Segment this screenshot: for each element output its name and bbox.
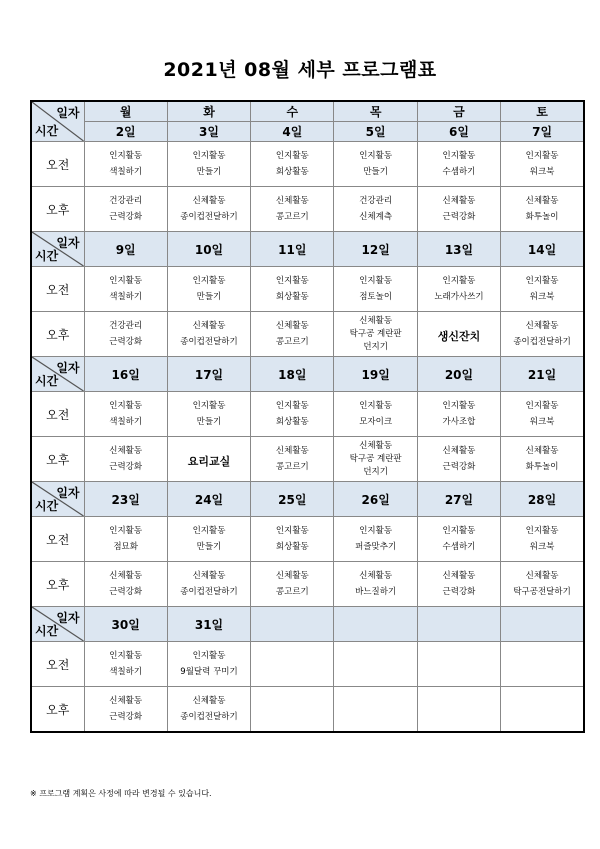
date-cell: 6일 [417,122,500,142]
activity-cell [501,142,584,187]
corner-date-label: 일자 [56,361,80,375]
date-cell: 28일 [501,482,584,517]
day-name: 월 [84,101,167,122]
activity-text: 노래가사쓰기 [434,292,484,302]
date-cell: 20일 [417,357,500,392]
activity-text: 신체활동 [192,321,226,331]
activity-cell [334,562,417,607]
activity-text: 종이컵전달하기 [180,587,238,597]
activity-text: 건강관리 [359,196,393,206]
activity-cell [84,562,167,607]
am-label: 오전 [31,642,84,687]
activity-cell [167,437,250,482]
activity-text: 던지기 [363,341,388,352]
date-cell [501,607,584,642]
activity-cell [334,642,417,687]
activity-cell [334,437,417,482]
corner-time-label: 시간 [35,124,59,138]
date-cell [417,607,500,642]
activity-text: 탁구공 계란판 [349,328,402,339]
date-cell: 21일 [501,357,584,392]
activity-text: 회상활동 [275,292,309,302]
activity-cell [334,312,417,357]
date-cell: 3일 [167,122,250,142]
activity-text: 인지활동 [109,151,143,161]
activity-text: 모자이크 [359,417,393,427]
activity-text: 만들기 [196,417,222,427]
activity-text: 회상활동 [275,167,309,177]
activity-cell [334,687,417,733]
header-corner [31,357,84,392]
activity-text: 워크북 [529,542,555,552]
activity-text: 색칠하기 [109,667,143,677]
activity-text: 탁구공 계란판 [349,453,402,464]
activity-text: 점토놀이 [359,292,393,302]
activity-text: 인지활동 [109,651,143,661]
activity-text: 탁구공전달하기 [513,587,571,597]
day-name: 수 [251,101,334,122]
activity-text: 근력강화 [442,462,476,472]
pm-label: 오후 [31,437,84,482]
activity-text: 화투놀이 [525,462,559,472]
activity-cell [417,437,500,482]
corner-date-label: 일자 [56,236,80,250]
activity-text: 인지활동 [359,151,393,161]
activity-text: 신체활동 [525,196,559,206]
date-cell: 10일 [167,232,250,267]
date-cell: 27일 [417,482,500,517]
page-title: 2021년 08월 세부 프로그램표 [163,59,437,81]
date-cell: 23일 [84,482,167,517]
date-cell: 5일 [334,122,417,142]
header-corner [31,482,84,517]
corner-time-label: 시간 [35,624,59,638]
activity-cell [417,517,500,562]
activity-cell [167,642,250,687]
activity-cell [167,187,250,232]
activity-cell [501,562,584,607]
activity-text: 신체활동 [442,196,476,206]
activity-text: 인지활동 [192,276,226,286]
date-cell [334,607,417,642]
activity-text: 근력강화 [109,462,143,472]
corner-date-label: 일자 [56,106,80,120]
activity-text: 인지활동 [359,276,393,286]
activity-text: 수셈하기 [442,542,476,552]
activity-text: 던지기 [363,466,388,477]
corner-date-label: 일자 [56,486,80,500]
activity-cell [251,267,334,312]
activity-text: 건강관리 [109,196,143,206]
activity-text: 신체활동 [525,446,559,456]
activity-cell [251,392,334,437]
activity-cell [167,142,250,187]
activity-cell [167,517,250,562]
activity-text: 점묘화 [113,542,138,552]
activity-cell [84,437,167,482]
date-cell: 14일 [501,232,584,267]
corner-time-label: 시간 [35,499,59,513]
activity-text: 회상활동 [275,542,309,552]
activity-text: 신체활동 [359,440,393,451]
activity-cell [501,517,584,562]
activity-text: 인지활동 [525,401,559,411]
day-name: 목 [334,101,417,122]
activity-cell [84,517,167,562]
activity-cell [417,642,500,687]
date-cell: 7일 [501,122,584,142]
activity-text: 인지활동 [109,276,143,286]
activity-text: 콩고르기 [275,462,309,472]
activity-cell [501,187,584,232]
activity-text: 근력강화 [109,337,143,347]
activity-cell [334,142,417,187]
day-name: 금 [417,101,500,122]
activity-text: 신체활동 [275,321,309,331]
am-label: 오전 [31,267,84,312]
activity-text: 인지활동 [442,151,476,161]
am-label: 오전 [31,142,84,187]
activity-text: 만들기 [196,292,222,302]
activity-text: 신체활동 [192,571,226,581]
activity-text: 콩고르기 [275,337,309,347]
activity-cell [501,642,584,687]
activity-cell [251,312,334,357]
date-cell: 12일 [334,232,417,267]
corner-time-label: 시간 [35,249,59,263]
activity-text: 종이컵전달하기 [180,712,238,722]
schedule-table [30,100,585,733]
activity-text: 인지활동 [525,526,559,536]
activity-text: 신체활동 [359,315,393,326]
activity-cell [334,392,417,437]
day-name: 화 [167,101,250,122]
activity-cell [417,142,500,187]
activity-text: 신체활동 [275,446,309,456]
activity-text: 신체활동 [442,446,476,456]
activity-text: 인지활동 [192,401,226,411]
activity-text: 신체활동 [359,571,393,581]
activity-text: 인지활동 [192,526,226,536]
activity-cell [167,687,250,733]
date-cell: 31일 [167,607,250,642]
activity-cell [84,642,167,687]
activity-text: 퍼즐맞추기 [355,542,397,552]
activity-text: 콩고르기 [275,587,309,597]
activity-text: 인지활동 [442,401,476,411]
header-corner [31,607,84,642]
activity-text: 인지활동 [359,401,393,411]
activity-text: 신체활동 [275,196,309,206]
activity-cell [251,687,334,733]
activity-cell [84,312,167,357]
activity-text: 색칠하기 [109,292,143,302]
activity-text: 신체활동 [525,321,559,331]
activity-text: 인지활동 [442,526,476,536]
activity-text: 워크북 [529,292,555,302]
activity-text: 근력강화 [442,212,476,222]
activity-text: 바느질하기 [355,587,397,597]
activity-text: 콩고르기 [275,212,309,222]
corner-date-label: 일자 [56,611,80,625]
date-cell: 25일 [251,482,334,517]
special-event: 생신잔치 [437,329,481,343]
activity-cell [84,687,167,733]
activity-text: 신체활동 [275,571,309,581]
activity-cell [501,687,584,733]
activity-cell [417,562,500,607]
date-cell: 19일 [334,357,417,392]
activity-text: 인지활동 [442,276,476,286]
am-label: 오전 [31,392,84,437]
footnote: ※ 프로그램 계획은 사정에 따라 변경될 수 있습니다. [30,789,212,798]
date-cell: 2일 [84,122,167,142]
activity-text: 근력강화 [109,712,143,722]
activity-text: 인지활동 [109,526,143,536]
date-cell: 18일 [251,357,334,392]
pm-label: 오후 [31,187,84,232]
date-cell: 24일 [167,482,250,517]
activity-cell [251,642,334,687]
activity-text: 종이컵전달하기 [513,337,571,347]
activity-text: 인지활동 [192,651,226,661]
header-corner [31,232,84,267]
date-cell: 13일 [417,232,500,267]
activity-cell [417,392,500,437]
activity-text: 가사조합 [442,417,476,427]
date-cell: 26일 [334,482,417,517]
activity-text: 종이컵전달하기 [180,337,238,347]
activity-text: 인지활동 [275,151,309,161]
activity-text: 인지활동 [525,151,559,161]
date-cell [251,607,334,642]
date-cell: 16일 [84,357,167,392]
activity-text: 인지활동 [525,276,559,286]
date-cell: 11일 [251,232,334,267]
activity-text: 인지활동 [275,276,309,286]
activity-text: 만들기 [196,542,222,552]
activity-cell [251,437,334,482]
activity-text: 신체활동 [525,571,559,581]
pm-label: 오후 [31,562,84,607]
activity-cell [417,187,500,232]
activity-text: 인지활동 [359,526,393,536]
activity-cell [334,267,417,312]
activity-cell [417,687,500,733]
activity-text: 신체활동 [109,446,143,456]
activity-text: 종이컵전달하기 [180,212,238,222]
activity-text: 인지활동 [192,151,226,161]
activity-cell [251,562,334,607]
activity-cell [501,437,584,482]
special-event: 요리교실 [187,454,231,468]
date-cell: 4일 [251,122,334,142]
activity-cell [167,312,250,357]
activity-cell [167,562,250,607]
activity-text: 인지활동 [275,401,309,411]
header-corner [31,101,84,142]
activity-text: 색칠하기 [109,417,143,427]
activity-text: 만들기 [196,167,222,177]
activity-text: 수셈하기 [442,167,476,177]
date-cell: 30일 [84,607,167,642]
activity-cell [251,187,334,232]
activity-text: 회상활동 [275,417,309,427]
activity-text: 신체활동 [109,696,143,706]
activity-text: 건강관리 [109,321,143,331]
activity-text: 색칠하기 [109,167,143,177]
activity-cell [334,517,417,562]
day-name: 토 [501,101,584,122]
pm-label: 오후 [31,312,84,357]
am-label: 오전 [31,517,84,562]
activity-cell [84,392,167,437]
pm-label: 오후 [31,687,84,733]
activity-cell [84,187,167,232]
activity-cell [167,267,250,312]
activity-text: 근력강화 [109,212,143,222]
activity-text: 근력강화 [442,587,476,597]
activity-cell [501,312,584,357]
activity-cell [501,267,584,312]
activity-text: 인지활동 [275,526,309,536]
date-cell: 17일 [167,357,250,392]
activity-text: 9월달력 꾸미기 [180,667,238,677]
activity-text: 인지활동 [109,401,143,411]
activity-cell [334,187,417,232]
activity-cell [84,142,167,187]
corner-time-label: 시간 [35,374,59,388]
date-cell: 9일 [84,232,167,267]
activity-text: 워크북 [529,167,555,177]
activity-text: 만들기 [363,167,388,177]
activity-cell [417,312,500,357]
activity-text: 신체활동 [192,196,226,206]
activity-text: 신체계측 [359,212,393,222]
activity-text: 워크북 [529,417,555,427]
activity-text: 신체활동 [442,571,476,581]
activity-text: 신체활동 [192,696,226,706]
activity-cell [84,267,167,312]
activity-cell [251,142,334,187]
activity-cell [251,517,334,562]
activity-text: 신체활동 [109,571,143,581]
activity-text: 근력강화 [109,587,143,597]
activity-text: 화투놀이 [525,212,559,222]
activity-cell [501,392,584,437]
activity-cell [167,392,250,437]
activity-cell [417,267,500,312]
